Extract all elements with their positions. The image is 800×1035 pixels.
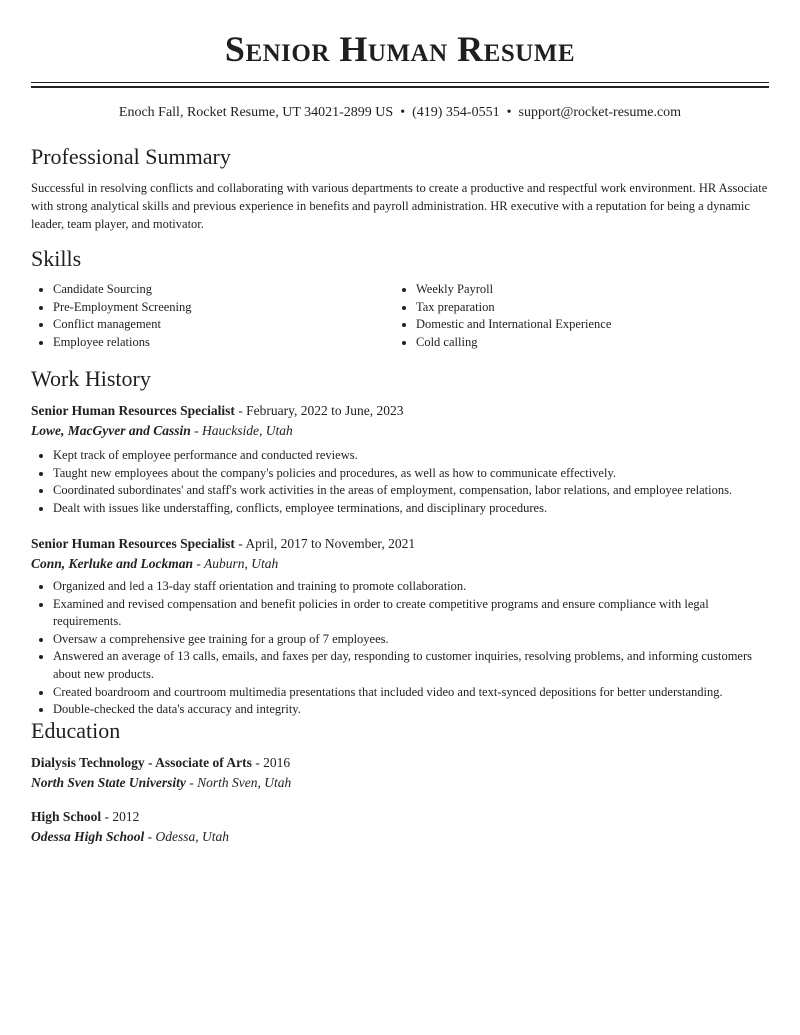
section-title-work-history: Work History xyxy=(31,366,151,391)
section-title-skills: Skills xyxy=(31,246,82,271)
job-company-line xyxy=(31,421,769,441)
education-entry xyxy=(31,807,769,847)
summary-text: Successful in resolving conflicts and collaborating with various departments to create a productive and respectful work environment. HR Associate with strong analytical skills and previous experience in benefits and payroll administration. HR executive with a reputation for being a dynamic leader, team player, and motivator. xyxy=(31,181,768,231)
education-degree: High School xyxy=(31,809,102,824)
skill-item: • Pre-Employment Screening xyxy=(53,299,371,317)
education-degree-line xyxy=(31,753,769,773)
skill-item: • Tax preparation xyxy=(416,299,734,317)
job-entry xyxy=(31,534,769,719)
job-bullet: • Answered an average of 13 calls, emails, and faxes per day, responding to customer inquiries, resolving problems, and informing customers about new products. xyxy=(53,648,769,683)
job-role: Senior Human Resources Specialist xyxy=(31,403,235,418)
skill-item: • Cold calling xyxy=(416,334,734,352)
skill-item: • Candidate Sourcing xyxy=(53,281,371,299)
job-bullet: • Oversaw a comprehensive gee training for a group of 7 employees. xyxy=(53,631,769,649)
education-school: Odessa High School xyxy=(31,829,145,844)
job-entry xyxy=(31,401,769,517)
section-title-education: Education xyxy=(31,718,121,743)
job-role: Senior Human Resources Specialist xyxy=(31,536,235,551)
job-dates: - February, 2022 to June, 2023 xyxy=(234,403,404,418)
skills-list-right xyxy=(394,281,734,351)
section-title-summary: Professional Summary xyxy=(31,144,231,169)
header-divider-thick xyxy=(31,86,769,88)
job-title-line xyxy=(31,401,769,421)
job-bullet: • Taught new employees about the company's policies and procedures, as well as how to communicate effectively. xyxy=(53,465,769,483)
skill-item: • Conflict management xyxy=(53,316,371,334)
contact-separator: • xyxy=(400,105,406,120)
education-year: - 2012 xyxy=(101,809,140,824)
skill-item: • Employee relations xyxy=(53,334,371,352)
skill-item: • Weekly Payroll xyxy=(416,281,734,299)
job-bullet: • Created boardroom and courtroom multimedia presentations that included video and text-synced depositions for better understanding. xyxy=(53,684,769,702)
job-bullet: • Kept track of employee performance and conducted reviews. xyxy=(53,447,769,465)
education-school-line xyxy=(31,827,769,847)
contact-line xyxy=(31,104,769,122)
job-location: - Hauckside, Utah xyxy=(190,423,293,438)
contact-email: support@rocket-resume.com xyxy=(518,105,682,120)
job-bullet: • Dealt with issues like understaffing, conflicts, employee terminations, and disciplinary procedures. xyxy=(53,500,769,518)
job-company-line xyxy=(31,554,769,574)
job-location: - Auburn, Utah xyxy=(193,556,279,571)
job-bullets xyxy=(31,447,769,517)
job-bullet: • Coordinated subordinates' and staff's work activities in the areas of employment, compensation, labor relations, and employee relations. xyxy=(53,482,769,500)
job-bullet: • Double-checked the data's accuracy and integrity. xyxy=(53,701,769,719)
contact-separator: • xyxy=(506,105,512,120)
education-location: - North Sven, Utah xyxy=(185,775,292,790)
education-entry xyxy=(31,753,769,793)
education-school-line xyxy=(31,773,769,793)
education-degree-line xyxy=(31,807,769,827)
job-dates: - April, 2017 to November, 2021 xyxy=(234,536,416,551)
job-company: Lowe, MacGyver and Cassin xyxy=(31,423,191,438)
header-divider-thin xyxy=(31,82,769,83)
education-location: - Odessa, Utah xyxy=(144,829,230,844)
job-bullet: • Examined and revised compensation and benefit policies in order to create competitive programs and ensure compliance with legal requirements. xyxy=(53,596,769,631)
job-company: Conn, Kerluke and Lockman xyxy=(31,556,194,571)
resume-name: Senior Human Resume xyxy=(224,29,576,69)
job-title-line xyxy=(31,534,769,554)
job-bullets xyxy=(31,578,769,719)
contact-phone: (419) 354-0551 xyxy=(412,105,500,120)
education-degree: Dialysis Technology - Associate of Arts xyxy=(31,755,252,770)
contact-address: Enoch Fall, Rocket Resume, UT 34021-2899 US xyxy=(118,105,394,120)
education-year: - 2016 xyxy=(251,755,291,770)
job-bullet: • Organized and led a 13-day staff orientation and training to promote collaboration. xyxy=(53,578,769,596)
education-school: North Sven State University xyxy=(31,775,186,790)
skills-list-left xyxy=(31,281,371,351)
skill-item: • Domestic and International Experience xyxy=(416,316,734,334)
